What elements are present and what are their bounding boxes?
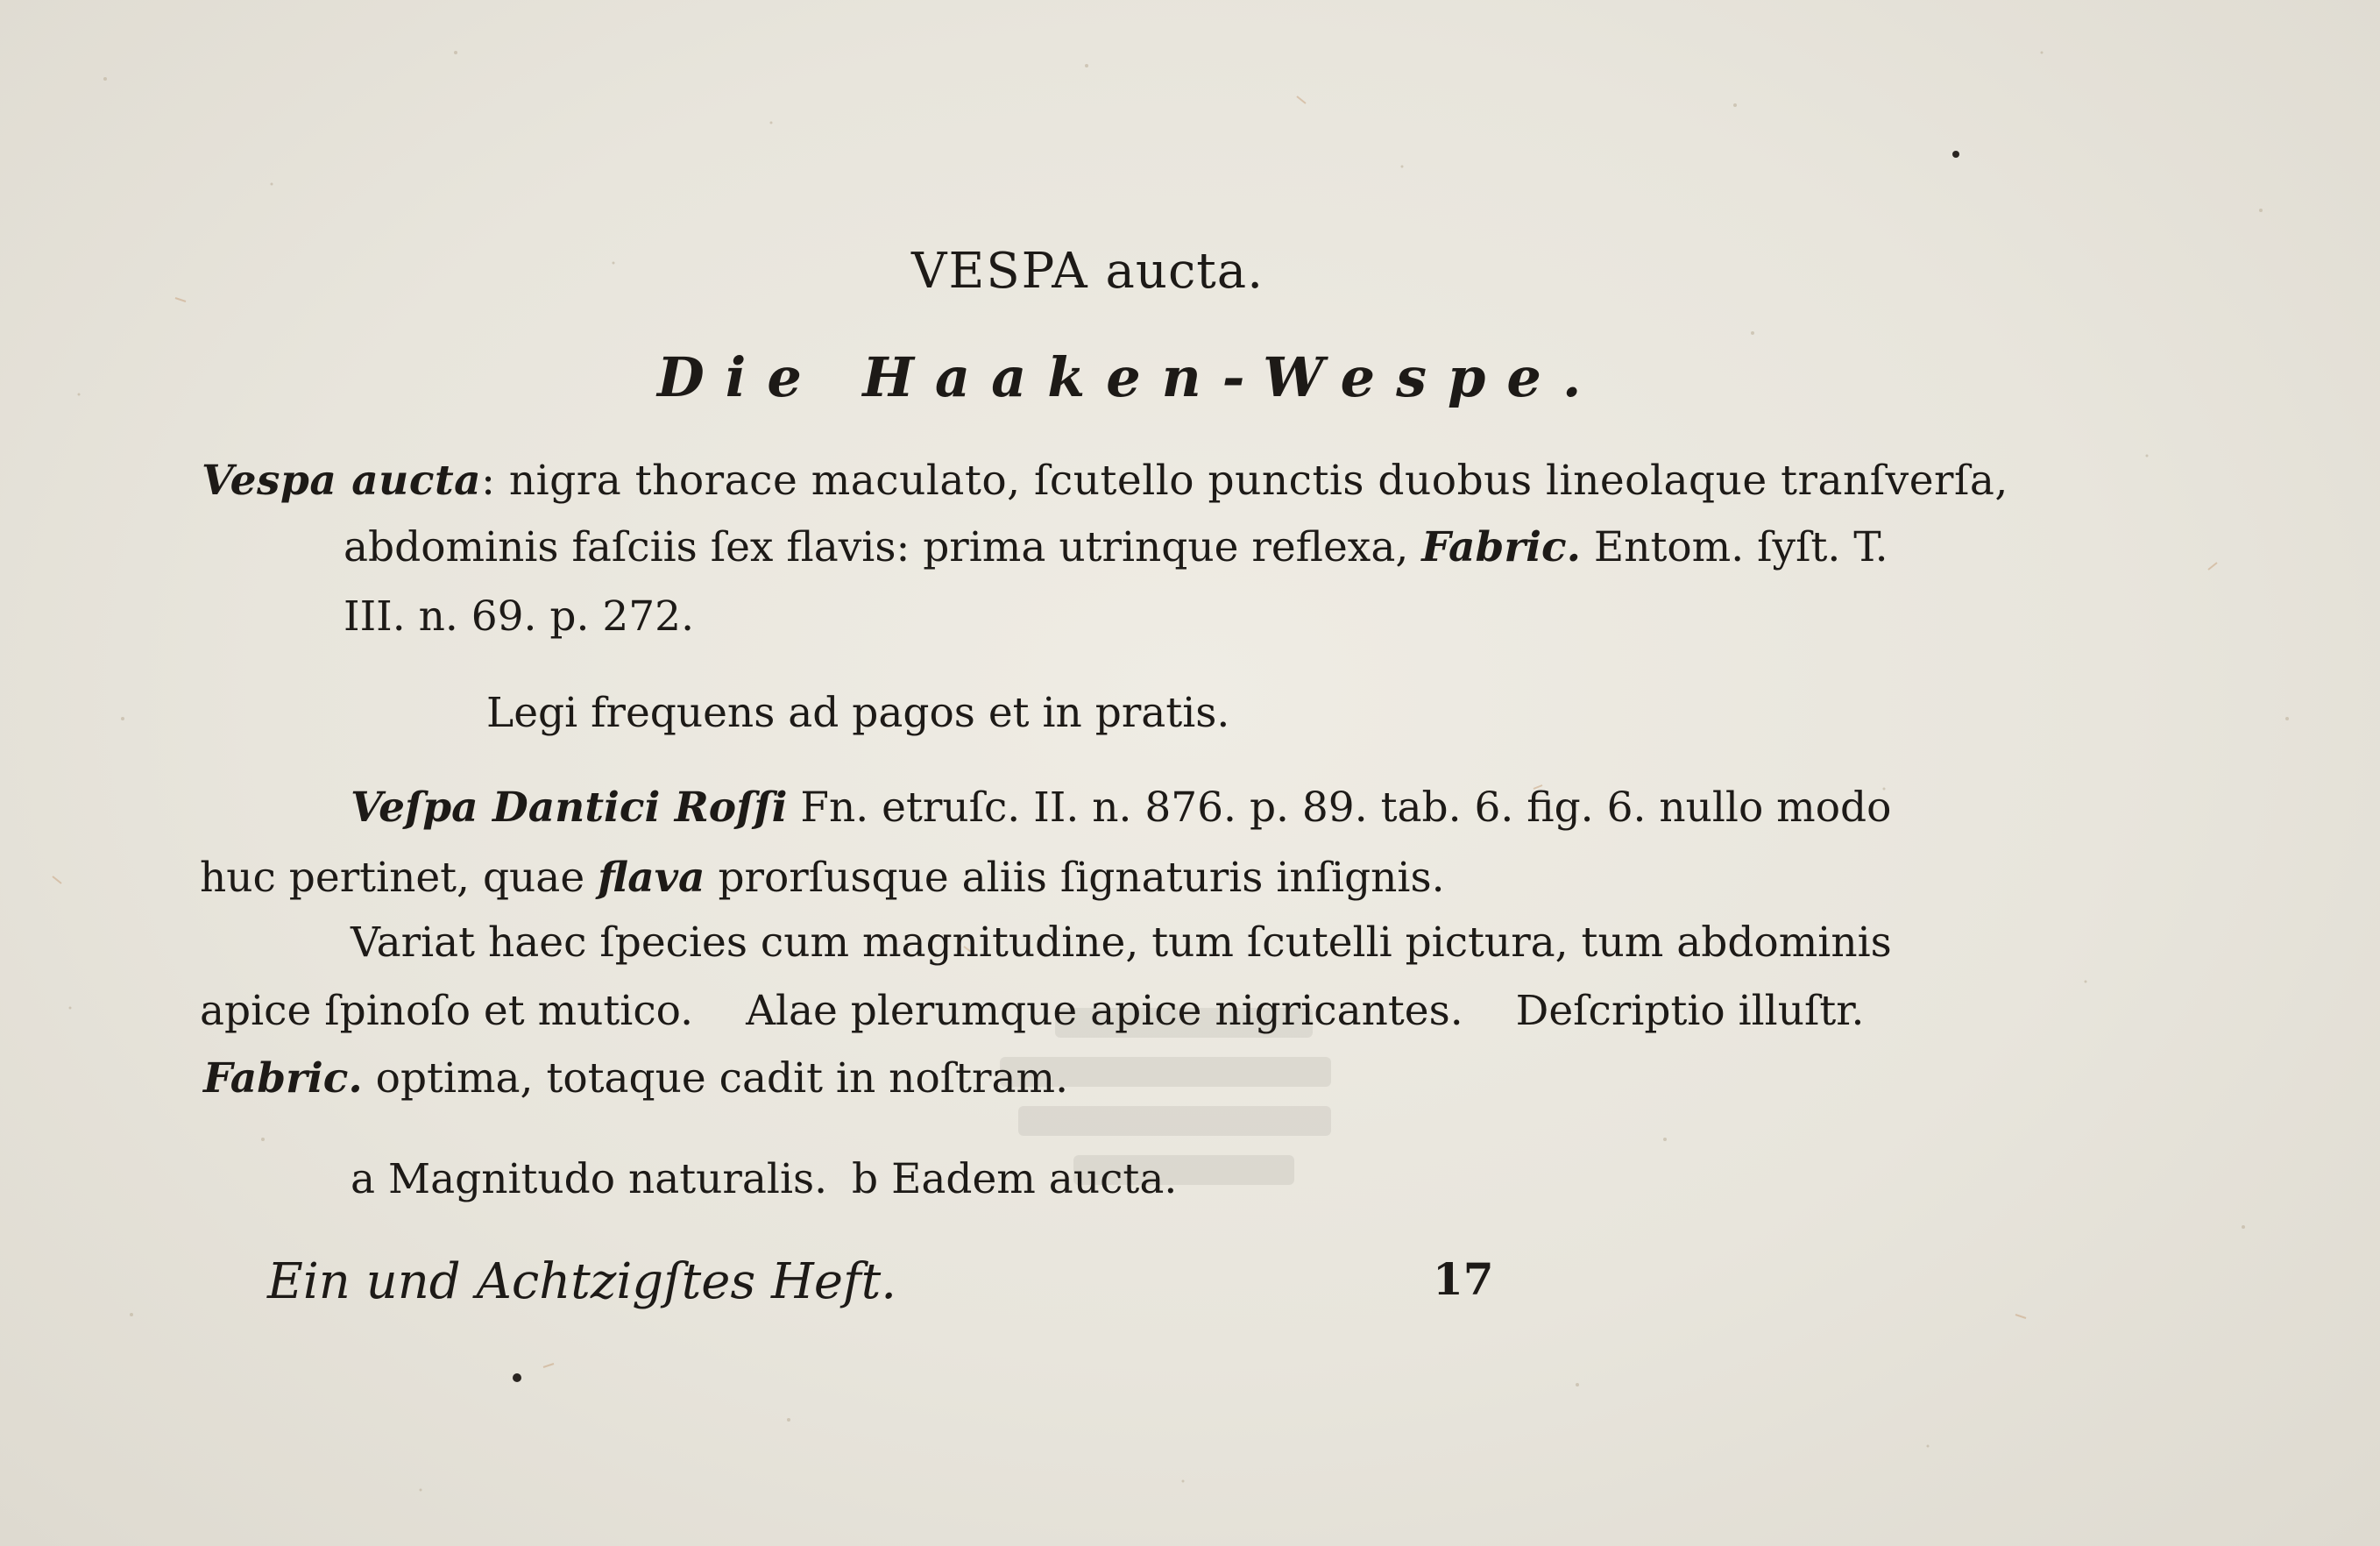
description-text: abdominis faſciis ſex flavis: prima utrinque reflexa, <box>344 523 1409 571</box>
habitat-paragraph: Legi frequens ad pagos et in pratis. <box>486 689 1230 737</box>
synonym-species-name: Veſpa Dantici Roſſi <box>351 784 788 832</box>
title-species: aucta. <box>1105 243 1264 300</box>
title-genus: VESPA <box>911 243 1089 300</box>
variation-text: optima, totaque cadit in noſtram. <box>375 1054 1069 1103</box>
description-line-1 <box>202 457 2008 505</box>
author-citation: Fabric. <box>203 1054 363 1103</box>
species-name: Vespa aucta <box>202 457 482 505</box>
figure-legend-b: b Eadem aucta. <box>852 1155 1178 1203</box>
page-title <box>911 243 1264 300</box>
variation-line-1: Variat haec ſpecies cum magnitudine, tum ſcutelli pictura, tum abdominis <box>351 918 1892 967</box>
description-line-3: III. n. 69. p. 272. <box>344 592 695 641</box>
signature-mark: 17 <box>1433 1253 1494 1305</box>
variation-text: Alae plerumque apice nigricantes. <box>746 987 1463 1035</box>
synonymy-text: prorſusque aliis ſignaturis inſignis. <box>718 854 1445 902</box>
description-text: : nigra thorace maculato, ſcutello punctis duobus lineolaque tranſverſa, <box>481 457 2008 505</box>
figure-legend <box>351 1155 1178 1203</box>
variation-text: Deſcriptio illuſtr. <box>1515 987 1865 1035</box>
issue-footer: Ein und Achtzigſtes Heft. <box>267 1253 896 1310</box>
synonymy-line-1 <box>351 784 1892 832</box>
variation-line-3 <box>203 1054 1069 1103</box>
synonymy-line-2 <box>200 854 1445 902</box>
variation-text: apice ſpinoſo et mutico. <box>200 987 694 1035</box>
description-text: Entom. ſyſt. T. <box>1593 523 1888 571</box>
synonymy-text: Fn. etruſc. II. n. 876. p. 89. tab. 6. fig. 6. nullo modo <box>800 784 1892 832</box>
variation-line-2 <box>200 987 1865 1035</box>
show-through-from-verso <box>981 1008 1349 1271</box>
author-citation: Fabric. <box>1421 523 1581 571</box>
emphasis-word: flava <box>598 854 705 902</box>
description-line-2 <box>344 523 1888 571</box>
synonymy-text: huc pertinet, quae <box>200 854 585 902</box>
figure-legend-a: a Magnitudo naturalis. <box>351 1155 828 1203</box>
page-subtitle: Die Haaken-Wespe. <box>657 345 1603 409</box>
